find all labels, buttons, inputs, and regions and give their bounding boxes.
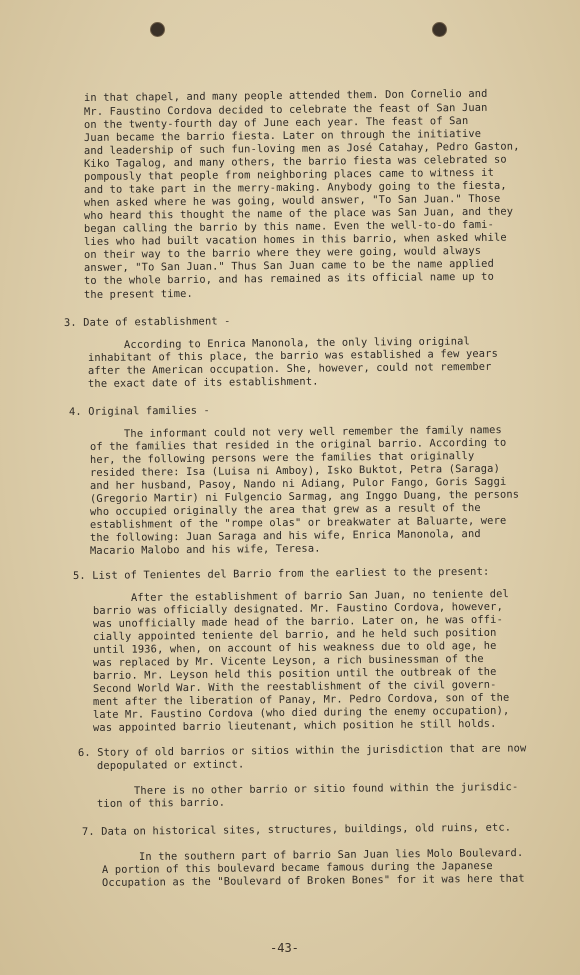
text-line: ment after the liberation of Panay, Mr. Pedro Cordova, son of the [92, 691, 510, 708]
text-line: cially appointed teniente del barrio, and he held such position [92, 626, 497, 643]
text-line: the following: Juan Saraga and his wife, Enrica Manonola, and [89, 527, 481, 544]
text-line: The informant could not very well remember the family names [123, 424, 502, 440]
text-line: resided there: Isa (Luisa ni Amboy), Isko Buktot, Petra (Saraga) [89, 462, 501, 479]
text-line: in that chapel, and many people attended them. Don Cornelio and [83, 87, 488, 104]
page-number: -43- [270, 941, 299, 955]
text-line: the present time. [83, 287, 193, 301]
text-line: and her husband, Pasoy, Nando ni Adiang, Pulor Fango, Goris Saggi [89, 475, 507, 492]
text-line: There is no other barrio or sitio found within the jurisdic- [133, 780, 519, 797]
text-line: and leadership of such fun-loving men as José Catahay, Pedro Gaston, [83, 140, 520, 157]
text-line: Mr. Faustino Cordova decided to celebrate the feast of San Juan [83, 101, 488, 118]
text-line: when asked where he was going, would answer, "To San Juan." Those [83, 192, 501, 209]
text-line: was replaced by Mr. Vicente Leyson, a rich businessman of the [92, 652, 484, 669]
text-line: Second World War. With the reestablishment of the civil govern- [92, 678, 497, 695]
text-line: until 1936, when, on account of his weakness due to old age, he [92, 639, 497, 656]
text-line: on their way to the barrio where they were going, would always [83, 244, 482, 261]
text-line: Kiko Tagalog, and many others, the barrio fiesta was celebrated so [83, 153, 507, 170]
text-line: establishment of the "rompe olas" or breakwater at Baluarte, were [89, 514, 507, 531]
text-line: Juan became the barrio fiesta. Later on through the initiative [83, 127, 482, 144]
text-line: after the American occupation. She, however, could not remember [87, 360, 492, 377]
text-line: (Gregorio Martir) ni Fulgencio Sarmag, ang Inggo Duang, the persons [89, 488, 520, 505]
text-line: According to Enrica Manonola, the only living original [123, 335, 470, 351]
section-heading: 5. List of Tenientes del Barrio from the earliest to the present: [72, 565, 490, 582]
text-line: barrio. Mr. Leyson held this position until the outbreak of the [92, 665, 497, 682]
text-line: Occupation as the "Boulevard of Broken Bones" for it was here that [101, 872, 525, 889]
text-line: A portion of this boulevard became famous during the Japanese [101, 859, 493, 876]
text-line: lies who had built vacation homes in this barrio, when asked while [83, 231, 507, 248]
text-line: pompously that people from neighboring places came to witness it [83, 166, 495, 183]
section-heading: 6. Story of old barrios or sitios within the jurisdiction that are now [77, 742, 527, 759]
text-line: was unofficially made head of the barrio. Later on, he was offi- [92, 613, 504, 630]
text-line: who heard this thought the name of the place was San Juan, and they [83, 205, 514, 222]
text-line: inhabitant of this place, the barrio was established a few years [87, 347, 499, 364]
section-heading: 4. Original families - [68, 404, 210, 418]
text-line: of the families that resided in the original barrio. According to [89, 436, 507, 453]
text-line: late Mr. Faustino Cordova (who died during the enemy occupation), [92, 704, 510, 721]
text-line: and to take part in the merry-making. Anybody going to the fiesta, [83, 179, 507, 196]
section-heading: 7. Data on historical sites, structures, buildings, old ruins, etc. [81, 821, 512, 838]
text-line: the exact date of its establishment. [87, 375, 319, 390]
text-line: answer, "To San Juan." Thus San Juan came to be the name applied [83, 257, 495, 274]
text-line: to the whole barrio, and has remained as its official name up to [83, 270, 495, 287]
text-line: barrio was officially designated. Mr. Faustino Cordova, however, [92, 600, 504, 617]
text-line: tion of this barrio. [96, 796, 226, 810]
text-line: was appointed barrio lieutenant, which position he still holds. [92, 717, 497, 734]
text-line: Macario Malobo and his wife, Teresa. [89, 542, 321, 557]
section-heading: depopulated or extinct. [96, 758, 245, 772]
text-line: began calling the barrio by this name. Even the well-to-do fami- [83, 218, 495, 235]
text-line: on the twenty-fourth day of June each year. The feast of San [83, 114, 469, 131]
text-line: In the southern part of barrio San Juan lies Molo Boulevard. [138, 846, 524, 863]
text-line: After the establishment of barrio San Juan, no teniente del [130, 588, 509, 604]
text-line: her, the following persons were the families that originally [89, 449, 475, 466]
text-line: who occupied originally the area that grew as a result of the [89, 501, 481, 518]
section-heading: 3. Date of establishment - [63, 315, 231, 329]
